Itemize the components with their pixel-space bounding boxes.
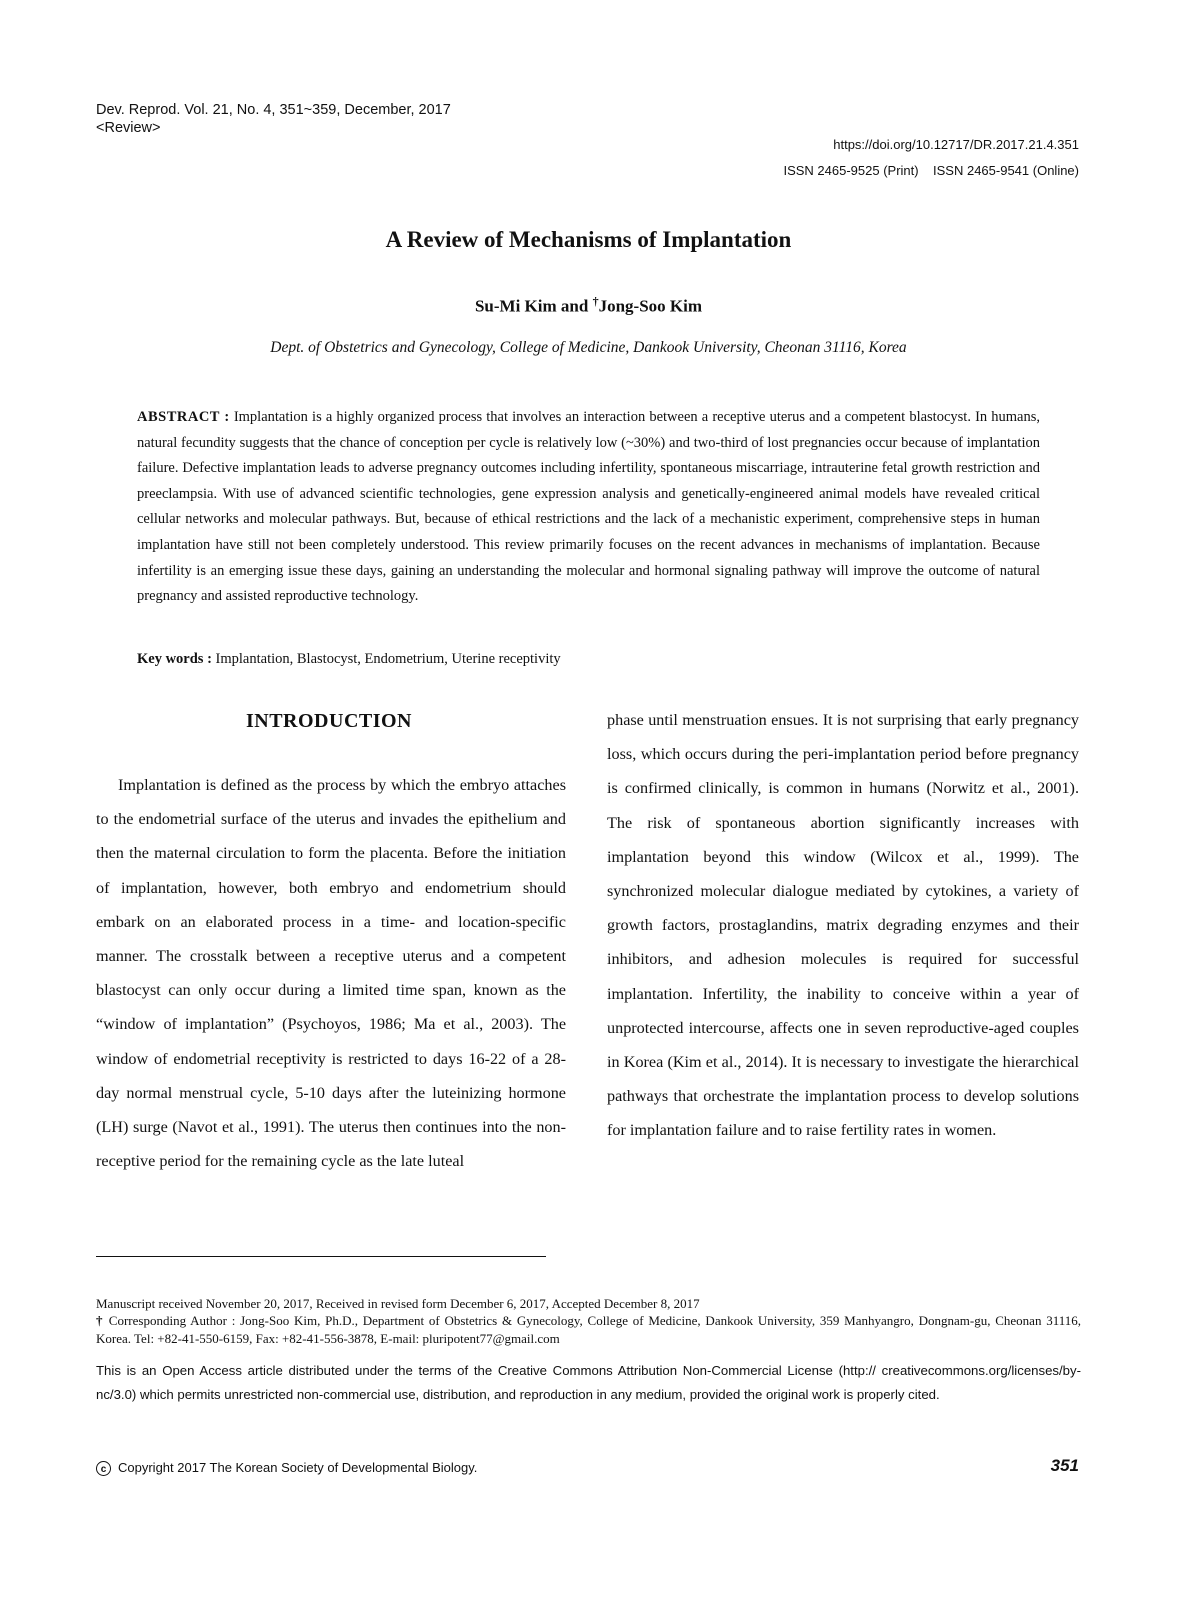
copyright-line bbox=[96, 1458, 477, 1478]
body-column-right: phase until menstruation ensues. It is not surprising that early pregnancy loss, which occurs during the peri-implantation period before pregnancy is confirmed clinically, is common in humans (Norwitz et al., 2001). The risk of spontaneous abortion significantly increases with implantation beyond this window (Wilcox et al., 1999). The synchronized molecular dialogue mediated by cytokines, a variety of growth factors, prostaglandins, matrix degrading enzymes and their inhibitors, and adhesion molecules is required for successful implantation. Infertility, the inability to conceive within a year of unprotected intercourse, affects one in seven reproductive-aged couples in Korea (Kim et al., 2014). It is necessary to investigate the hierarchical pathways that orchestrate the implantation process to develop solutions for implantation failure and to raise fertility rates in women. bbox=[607, 711, 1079, 1140]
page-number: 351 bbox=[1050, 1456, 1079, 1475]
article-title: A Review of Mechanisms of Implantation bbox=[385, 227, 792, 252]
article-type: <Review> bbox=[96, 120, 161, 136]
author-first: Su-Mi Kim and bbox=[474, 296, 593, 316]
corresponding-dagger: † bbox=[592, 294, 599, 308]
corresponding-author-text: Corresponding Author : Jong-Soo Kim, Ph.D., Department of Obstetrics & Gynecology, College of Medicine, Dankook University, 359 Manhyangro, Dongnam-gu, Cheonan 31116, Korea. Tel: +82-41-550-6159, Fax: +82-41-556-3878, E-mail: pluripotent77@gmail.com bbox=[96, 1313, 1082, 1346]
keywords-text: Implantation, Blastocyst, Endometrium, Uterine receptivity bbox=[215, 651, 561, 667]
affiliation: Dept. of Obstetrics and Gynecology, College of Medicine, Dankook University, Cheonan 31116, Korea bbox=[270, 339, 907, 356]
manuscript-dates: Manuscript received November 20, 2017, Received in revised form December 6, 2017, Accepted December 8, 2017 bbox=[96, 1296, 700, 1311]
corresponding-author bbox=[96, 1312, 1081, 1347]
body-column-left: Implantation is defined as the process by which the embryo attaches to the endometrial surface of the uterus and invades the epithelium and then the maternal circulation to form the placenta. Before the initiation of implantation, however, both embryo and endometrium should embark on an elaborated process in a time- and location-specific manner. The crosstalk between a receptive uterus and a competent blastocyst can only occur during a limited time span, known as the “window of implantation” (Psychoyos, 1986; Ma et al., 2003). The window of endometrial receptivity is restricted to days 16-22 of a 28-day normal menstrual cycle, 5-10 days after the luteinizing hormone (LH) surge (Navot et al., 1991). The uterus then continues into the non-receptive period for the remaining cycle as the late luteal bbox=[96, 776, 566, 1171]
issn-line: ISSN 2465-9525 (Print) ISSN 2465-9541 (Online) bbox=[783, 163, 1079, 178]
footnote-divider bbox=[96, 1256, 546, 1257]
doi-link[interactable]: https://doi.org/10.12717/DR.2017.21.4.351 bbox=[833, 137, 1079, 152]
abstract-text: Implantation is a highly organized process that involves an interaction between a receptive uterus and a competent blastocyst. In humans, natural fecundity suggests that the chance of conception per cycle is relatively low (~30%) and two-third of lost pregnancies occur because of implantation failure. Defective implantation leads to adverse pregnancy outcomes including infertility, spontaneous miscarriage, intrauterine fetal growth restriction and preeclampsia. With use of advanced scientific technologies, gene expression analysis and genetically-engineered animal models have revealed critical cellular networks and molecular pathways. But, because of ethical restrictions and the lack of a mechanistic experiment, comprehensive steps in human implantation have still not been completely understood. This review primarily focuses on the recent advances in mechanisms of implantation. Because infertility is an emerging issue these days, gaining an understanding the molecular and hormonal signaling pathway will improve the outcome of natural pregnancy and assisted reproductive technology. bbox=[137, 409, 1041, 605]
author-second: Jong-Soo Kim bbox=[598, 296, 703, 316]
keywords bbox=[137, 647, 1040, 671]
copyright-icon: c bbox=[96, 1461, 111, 1476]
license-statement: This is an Open Access article distributed under the terms of the Creative Commons Attribution Non-Commercial License (http:// creativecommons.org/licenses/by-nc/3.0) which permits unrestricted non-commercial use, distribution, and reproduction in any medium, provided the original work is properly cited. bbox=[96, 1363, 1081, 1402]
abstract bbox=[137, 405, 1040, 610]
section-heading-introduction: INTRODUCTION bbox=[245, 710, 413, 732]
keywords-label: Key words : bbox=[137, 651, 212, 667]
journal-citation: Dev. Reprod. Vol. 21, No. 4, 351~359, December, 2017 bbox=[96, 102, 451, 118]
author-list bbox=[0, 289, 1177, 319]
copyright-text: Copyright 2017 The Korean Society of Developmental Biology. bbox=[118, 1460, 478, 1475]
abstract-label: ABSTRACT : bbox=[137, 409, 230, 425]
corresponding-author-dagger: † bbox=[96, 1313, 105, 1328]
